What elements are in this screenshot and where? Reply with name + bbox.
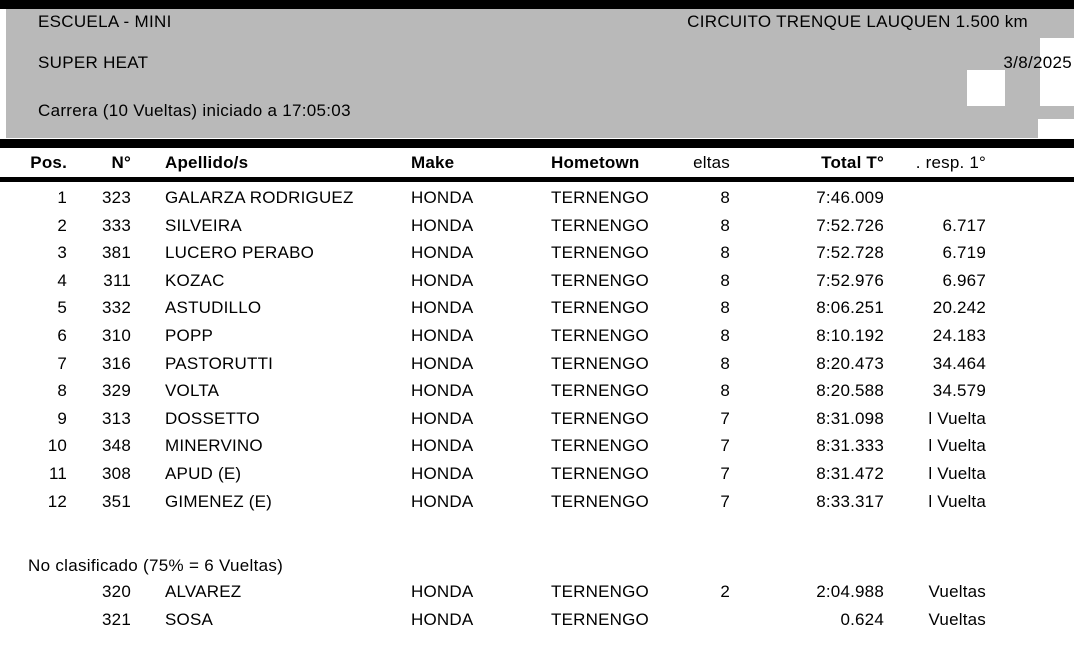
laps-cell: 8 (720, 326, 730, 345)
num-cell: 329 (102, 381, 131, 400)
make-cell: HONDA (411, 271, 474, 290)
table-header-row (0, 150, 1074, 178)
diff-cell: l Vuelta (928, 464, 986, 483)
hometown-cell: TERNENGO (551, 381, 649, 400)
pos-cell: 6 (57, 326, 67, 345)
num-cell: 308 (102, 464, 131, 483)
num-cell: 316 (102, 354, 131, 373)
white-patch (1038, 119, 1074, 139)
make-cell: HONDA (411, 492, 474, 511)
pos-cell: 1 (57, 188, 67, 207)
name-cell: GIMENEZ (E) (165, 492, 273, 511)
name-cell: DOSSETTO (165, 409, 260, 428)
pos-cell: 2 (57, 216, 67, 235)
laps-cell: 8 (720, 354, 730, 373)
hometown-cell: TERNENGO (551, 354, 649, 373)
total-cell: 8:10.192 (816, 326, 884, 345)
diff-cell: l Vuelta (928, 492, 986, 511)
table-row (0, 294, 1074, 322)
pos-cell: 9 (57, 409, 67, 428)
pos-cell: 3 (57, 243, 67, 262)
name-cell: APUD (E) (165, 464, 242, 483)
diff-cell: 34.464 (932, 354, 986, 373)
pos-cell: 4 (57, 271, 67, 290)
hometown-cell: TERNENGO (551, 298, 649, 317)
laps-cell: 8 (720, 298, 730, 317)
diff-cell: 6.719 (942, 243, 986, 262)
laps-cell: 7 (720, 464, 730, 483)
num-cell: 321 (102, 610, 131, 629)
col-header-pos: Pos. (30, 153, 67, 172)
total-cell: 0.624 (840, 610, 884, 629)
make-cell: HONDA (411, 243, 474, 262)
table-row (0, 460, 1074, 488)
table-row (0, 377, 1074, 405)
col-header-total: Total T° (821, 153, 884, 172)
name-cell: VOLTA (165, 381, 220, 400)
table-row (0, 350, 1074, 378)
name-cell: KOZAC (165, 271, 225, 290)
name-cell: SOSA (165, 610, 214, 629)
total-cell: 8:31.333 (816, 436, 884, 455)
table-row (0, 578, 1074, 606)
col-header-diff: . resp. 1° (915, 153, 986, 172)
top-rule (0, 0, 1074, 9)
hometown-cell: TERNENGO (551, 464, 649, 483)
hometown-cell: TERNENGO (551, 188, 649, 207)
name-cell: ALVAREZ (165, 582, 242, 601)
make-cell: HONDA (411, 582, 474, 601)
diff-cell: 6.967 (942, 271, 986, 290)
diff-cell: Vueltas (928, 582, 986, 601)
make-cell: HONDA (411, 436, 474, 455)
category-title: ESCUELA - MINI (38, 12, 172, 31)
table-row (0, 606, 1074, 634)
pos-cell: 5 (57, 298, 67, 317)
diff-cell: 24.183 (932, 326, 986, 345)
table-row (0, 322, 1074, 350)
col-header-name: Apellido/s (165, 153, 249, 172)
hometown-cell: TERNENGO (551, 243, 649, 262)
num-cell: 332 (102, 298, 131, 317)
laps-cell: 2 (720, 582, 730, 601)
not-classified-label: No clasificado (75% = 6 Vueltas) (28, 556, 284, 575)
table-row (0, 212, 1074, 240)
laps-cell: 8 (720, 188, 730, 207)
make-cell: HONDA (411, 326, 474, 345)
heat-title: SUPER HEAT (38, 53, 149, 72)
make-cell: HONDA (411, 298, 474, 317)
table-row (0, 184, 1074, 212)
total-cell: 8:20.588 (816, 381, 884, 400)
total-cell: 8:31.472 (816, 464, 884, 483)
name-cell: LUCERO PERABO (165, 243, 315, 262)
white-patch (967, 70, 1005, 106)
diff-cell: l Vuelta (928, 436, 986, 455)
table-row (0, 267, 1074, 295)
total-cell: 2:04.988 (816, 582, 884, 601)
name-cell: GALARZA RODRIGUEZ (165, 188, 354, 207)
name-cell: PASTORUTTI (165, 354, 274, 373)
name-cell: MINERVINO (165, 436, 263, 455)
make-cell: HONDA (411, 188, 474, 207)
table-row (0, 432, 1074, 460)
diff-cell: 6.717 (942, 216, 986, 235)
diff-cell (878, 184, 986, 212)
hometown-cell: TERNENGO (551, 582, 649, 601)
laps-cell: 8 (720, 381, 730, 400)
name-cell: POPP (165, 326, 214, 345)
num-cell: 310 (102, 326, 131, 345)
col-header-num: N° (111, 153, 131, 172)
laps-cell: 7 (720, 409, 730, 428)
diff-cell: 20.242 (932, 298, 986, 317)
diff-cell: l Vuelta (928, 409, 986, 428)
col-header-make: Make (411, 153, 455, 172)
circuit-title: CIRCUITO TRENQUE LAUQUEN 1.500 km (687, 12, 1028, 31)
make-cell: HONDA (411, 610, 474, 629)
race-date: 3/8/2025 (1003, 53, 1072, 72)
hometown-cell: TERNENGO (551, 436, 649, 455)
table-row (0, 405, 1074, 433)
name-cell: SILVEIRA (165, 216, 242, 235)
num-cell: 320 (102, 582, 131, 601)
table-row (0, 488, 1074, 516)
laps-cell: 8 (720, 271, 730, 290)
hometown-cell: TERNENGO (551, 409, 649, 428)
make-cell: HONDA (411, 216, 474, 235)
hometown-cell: TERNENGO (551, 216, 649, 235)
total-cell: 7:52.726 (816, 216, 884, 235)
laps-cell: 7 (720, 436, 730, 455)
num-cell: 351 (102, 492, 131, 511)
hometown-cell: TERNENGO (551, 492, 649, 511)
make-cell: HONDA (411, 409, 474, 428)
laps-cell (650, 606, 730, 634)
num-cell: 311 (103, 271, 131, 290)
name-cell: ASTUDILLO (165, 298, 262, 317)
hometown-cell: TERNENGO (551, 326, 649, 345)
total-cell: 8:20.473 (816, 354, 884, 373)
laps-cell: 8 (720, 216, 730, 235)
num-cell: 313 (102, 409, 131, 428)
total-cell: 8:31.098 (816, 409, 884, 428)
column-header-rule (0, 177, 1074, 182)
pos-cell: 10 (47, 436, 67, 455)
make-cell: HONDA (411, 381, 474, 400)
total-cell: 8:33.317 (816, 492, 884, 511)
laps-cell: 7 (720, 492, 730, 511)
num-cell: 381 (102, 243, 131, 262)
make-cell: HONDA (411, 464, 474, 483)
header-divider-rule (0, 139, 1074, 148)
race-info: Carrera (10 Vueltas) iniciado a 17:05:03 (38, 101, 351, 120)
num-cell: 348 (102, 436, 131, 455)
diff-cell: 34.579 (932, 381, 986, 400)
pos-cell: 11 (48, 464, 67, 483)
pos-cell: 8 (57, 381, 67, 400)
total-cell: 7:52.728 (816, 243, 884, 262)
make-cell: HONDA (411, 354, 474, 373)
num-cell: 323 (102, 188, 131, 207)
pos-cell: 12 (47, 492, 67, 511)
total-cell: 8:06.251 (816, 298, 884, 317)
diff-cell: Vueltas (928, 610, 986, 629)
total-cell: 7:46.009 (816, 188, 884, 207)
col-header-hometown: Hometown (551, 153, 640, 172)
hometown-cell: TERNENGO (551, 610, 649, 629)
total-cell: 7:52.976 (816, 271, 884, 290)
laps-cell: 8 (720, 243, 730, 262)
table-row (0, 239, 1074, 267)
num-cell: 333 (102, 216, 131, 235)
col-header-laps: eltas (693, 153, 730, 172)
hometown-cell: TERNENGO (551, 271, 649, 290)
pos-cell: 7 (57, 354, 67, 373)
